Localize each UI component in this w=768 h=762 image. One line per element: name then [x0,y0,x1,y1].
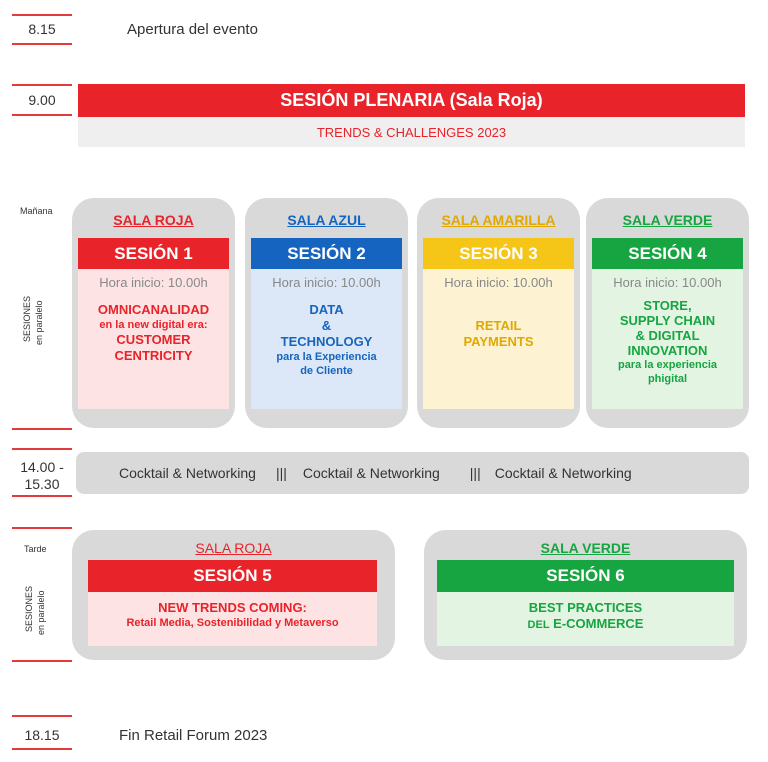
session-5-topic: NEW TRENDS COMING: [158,600,307,615]
session-1-topic2: CUSTOMER CENTRICITY [114,332,193,363]
time-1815: 18.15 [24,727,60,743]
time-815: 8.15 [28,21,56,37]
cocktail-label-2: Cocktail & Networking [302,465,440,481]
session-4-hora: Hora inicio: 10.00h [613,275,722,290]
time-rule-bottom [12,428,72,430]
manana-vertical-sesiones: SESIONES [22,295,32,342]
session-card-5 [72,530,395,660]
sala-amarilla-label: SALA AMARILLA [441,212,556,228]
session-6-body [437,592,734,646]
session-1-body [78,269,229,409]
session-3-topic: RETAIL PAYMENTS [463,318,534,349]
time-rule-top [12,715,72,717]
apertura-label: Apertura del evento [127,21,258,38]
time-1400: 14.00 - 15.30 [20,459,64,492]
session-5-sub: Retail Media, Sostenibilidad y Metaverso [126,617,339,629]
separator: ||| [469,465,481,481]
session-4-header: SESIÓN 4 [592,238,743,269]
session-2-body [251,269,402,409]
session-3-hora: Hora inicio: 10.00h [444,275,553,290]
manana-vertical-paralelo: en paralelo [34,300,44,345]
time-rule-bottom [12,43,72,45]
session-1-hora: Hora inicio: 10.00h [99,275,208,290]
tarde-vertical-paralelo: en paralelo [36,590,46,635]
tarde-vertical-sesiones: SESIONES [24,585,34,632]
session-card-6 [424,530,747,660]
cocktail-bar [76,452,749,494]
sala-verde-label: SALA VERDE [622,212,713,228]
session-1-sub: en la new digital era: [99,319,208,331]
session-3-body [423,269,574,409]
session-5-header: SESIÓN 5 [88,560,377,592]
session-6-header: SESIÓN 6 [437,560,734,592]
sala-verde-label: SALA VERDE [540,540,631,556]
time-rule-top [12,448,72,450]
session-6-topic: BEST PRACTICES [528,600,643,615]
session-card-3 [417,198,580,428]
separator: ||| [275,465,287,481]
session-card-1 [72,198,235,428]
sala-roja-label: SALA ROJA [113,212,194,228]
session-card-4 [586,198,749,428]
time-900: 9.00 [28,92,56,108]
session-2-hora: Hora inicio: 10.00h [272,275,381,290]
session-6-sub: DEL E-COMMERCE [527,616,644,631]
session-4-topic: STORE, SUPPLY CHAIN & DIGITAL INNOVATION [619,298,716,358]
fin-label: Fin Retail Forum 2023 [119,727,268,744]
cocktail-label-3: Cocktail & Networking [494,465,632,481]
session-2-topic: DATA & TECHNOLOGY [280,302,373,349]
plenaria-banner: SESIÓN PLENARIA (Sala Roja) [78,84,745,117]
session-2-header: SESIÓN 2 [251,238,402,269]
session-1-header: SESIÓN 1 [78,238,229,269]
sala-roja-label: SALA ROJA [195,540,272,556]
session-card-2 [245,198,408,428]
plenaria-subtitle: TRENDS & CHALLENGES 2023 [78,117,745,147]
cocktail-label-1: Cocktail & Networking [119,465,256,481]
time-rule-bottom [12,495,72,497]
session-3-header: SESIÓN 3 [423,238,574,269]
time-rule-top [12,527,72,529]
time-rule-bottom [12,114,72,116]
sala-azul-label: SALA AZUL [287,212,366,228]
manana-label: Mañana [20,206,53,216]
time-rule-top [12,14,72,16]
session-2-sub: para la Experiencia de Cliente [276,351,377,377]
time-rule-bottom [12,660,72,662]
time-rule-bottom [12,748,72,750]
time-rule-top [12,84,72,86]
session-4-body [592,269,743,409]
session-1-topic: OMNICANALIDAD [97,302,210,317]
tarde-label: Tarde [24,544,47,554]
session-4-sub: para la experiencia phigital [617,359,718,385]
session-5-body [88,592,377,646]
